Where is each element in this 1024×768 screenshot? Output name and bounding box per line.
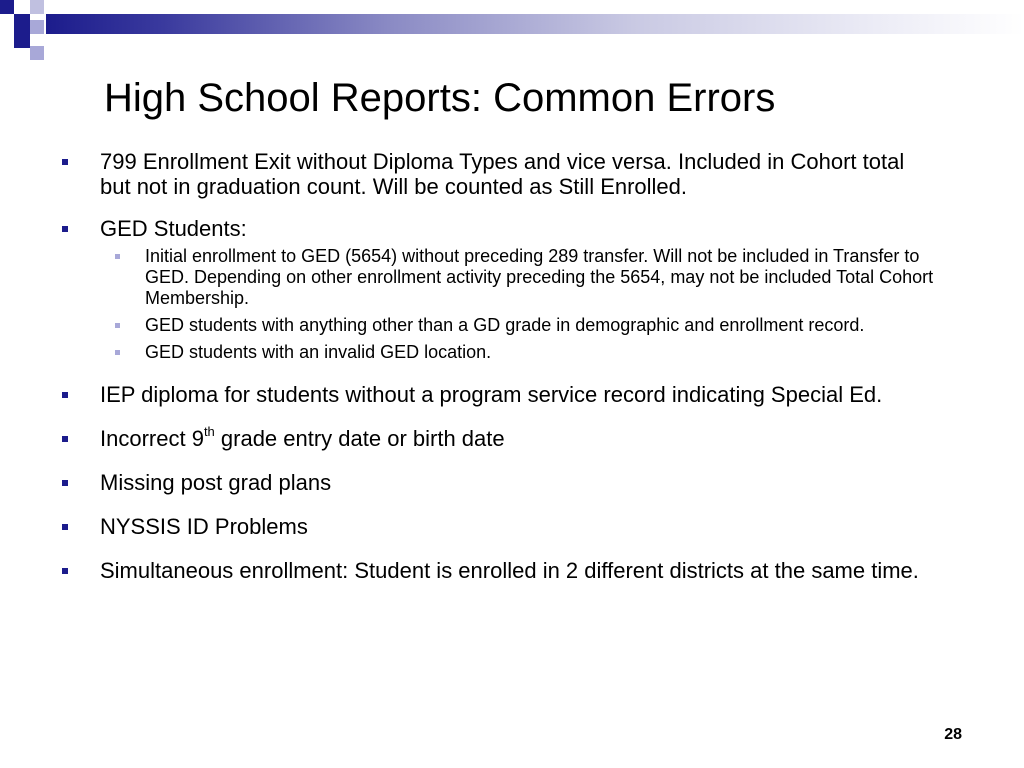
header-square-dark-1 bbox=[0, 0, 14, 14]
bullet-text: Missing post grad plans bbox=[100, 470, 332, 495]
bullet-item bbox=[100, 423, 940, 451]
bullet-item bbox=[100, 558, 940, 583]
header-gradient-bar bbox=[46, 14, 1024, 34]
bullet-text: GED Students: bbox=[100, 216, 247, 241]
sub-bullet-text: GED students with anything other than a GD grade in demographic and enrollment record. bbox=[145, 315, 865, 335]
bullet-text bbox=[100, 423, 940, 451]
bullet-item bbox=[100, 382, 940, 407]
bullet-text: Simultaneous enrollment: Student is enrolled in 2 different districts at the same time. bbox=[100, 558, 919, 583]
sub-bullet-square-icon bbox=[115, 323, 120, 328]
bullet-text: NYSSIS ID Problems bbox=[100, 514, 308, 539]
slide-title: High School Reports: Common Errors bbox=[104, 76, 776, 120]
sub-bullet-item bbox=[145, 246, 945, 309]
bullet-square-icon bbox=[62, 524, 68, 530]
bullet-square-icon bbox=[62, 392, 68, 398]
bullet-text-after: grade entry date or birth date bbox=[214, 426, 505, 451]
header-square-dark-3 bbox=[14, 34, 30, 48]
bullet-text-before: Incorrect 9 bbox=[100, 426, 204, 451]
header-square-light-3 bbox=[30, 46, 44, 60]
sub-bullet-item bbox=[145, 315, 945, 336]
header-square-light-2 bbox=[30, 20, 44, 34]
bullet-text: IEP diploma for students without a program service record indicating Special Ed. bbox=[100, 382, 883, 407]
bullet-text: 799 Enrollment Exit without Diploma Types and vice versa. Included in Cohort total but not in graduation count. Will be counted as Still Enrolled. bbox=[100, 149, 905, 199]
sub-bullet-square-icon bbox=[115, 350, 120, 355]
bullet-item bbox=[100, 514, 940, 539]
bullet-square-icon bbox=[62, 568, 68, 574]
bullet-square-icon bbox=[62, 159, 68, 165]
sub-bullet-text: GED students with an invalid GED location. bbox=[145, 342, 492, 362]
bullet-list bbox=[0, 146, 1024, 583]
bullet-square-icon bbox=[62, 436, 68, 442]
page-number: 28 bbox=[944, 726, 962, 743]
header-square-light-1 bbox=[30, 0, 44, 14]
ordinal-superscript: th bbox=[203, 423, 215, 439]
bullet-square-icon bbox=[62, 226, 68, 232]
bullet-item bbox=[100, 216, 940, 241]
sub-bullet-text: Initial enrollment to GED (5654) without preceding 289 transfer. Will not be included in Transfer to GED. Depending on other enrollment activity preceding the 5654, may not be included Total Cohort Membership. bbox=[145, 246, 934, 308]
sub-bullet-square-icon bbox=[115, 254, 120, 259]
bullet-item bbox=[100, 470, 940, 495]
sub-bullet-item bbox=[145, 342, 945, 363]
bullet-square-icon bbox=[62, 480, 68, 486]
bullet-item bbox=[100, 149, 940, 199]
header-square-dark-2 bbox=[14, 14, 30, 34]
